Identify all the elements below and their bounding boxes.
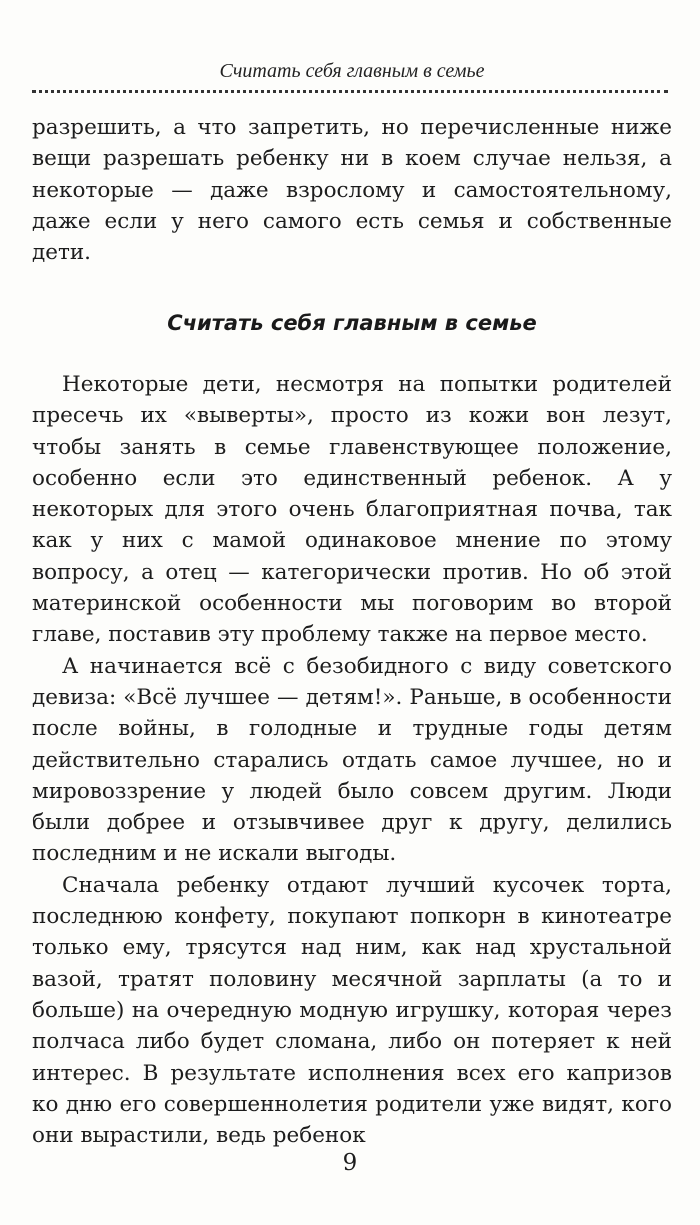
page-number: 9 — [342, 1150, 358, 1176]
running-head: Считать себя главным в семье — [219, 60, 485, 82]
intro-paragraph: разрешить, а что запретить, но перечисленные ниже вещи разрешать ребенку ни в коем случае нельзя, а некоторые — даже взрослому и самостоятельному, даже если у него самого есть семья и собственные дети. — [32, 115, 672, 266]
intro-text — [32, 112, 672, 268]
body-text — [32, 369, 672, 1151]
paragraph-3: Сначала ребенку отдают лучший кусочек торта, последнюю конфету, покупают попкорн в кинотеатре только ему, трясутся над ним, как над хрустальной вазой, тратят половину месячной зарплаты (а то и больше) на очередную модную игрушку, которая через полчаса либо будет сломана, либо он потеряет к ней интерес. В результате исполнения всех его капризов ко дню его совершеннолетия родители уже видят, кого они вырастили, ведь ребенок — [32, 872, 672, 1149]
dotted-divider — [32, 90, 668, 93]
paragraph-1: Некоторые дети, несмотря на попытки родителей пресечь их «выверты», просто из кожи вон лезут, чтобы занять в семье главенствующее положение, особенно если это единственный ребенок. А у некоторых для этого очень благоприятная почва, так как у них с мамой одинаковое мнение по этому вопросу, а отец — категорически против. Но об этой материнской особенности мы поговорим во второй главе, поставив эту проблему также на первое место. — [32, 372, 672, 648]
section-title: Считать себя главным в семье — [167, 311, 537, 335]
paragraph-2: А начинается всё с безобидного с виду советского девиза: «Всё лучшее — детям!». Раньше, в особенности после войны, в голодные и трудные годы детям действительно старались отдать самое лучшее, но и мировоззрение у людей было совсем другим. Люди были добрее и отзывчивее друг к другу, делились последним и не искали выгоды. — [32, 653, 672, 867]
